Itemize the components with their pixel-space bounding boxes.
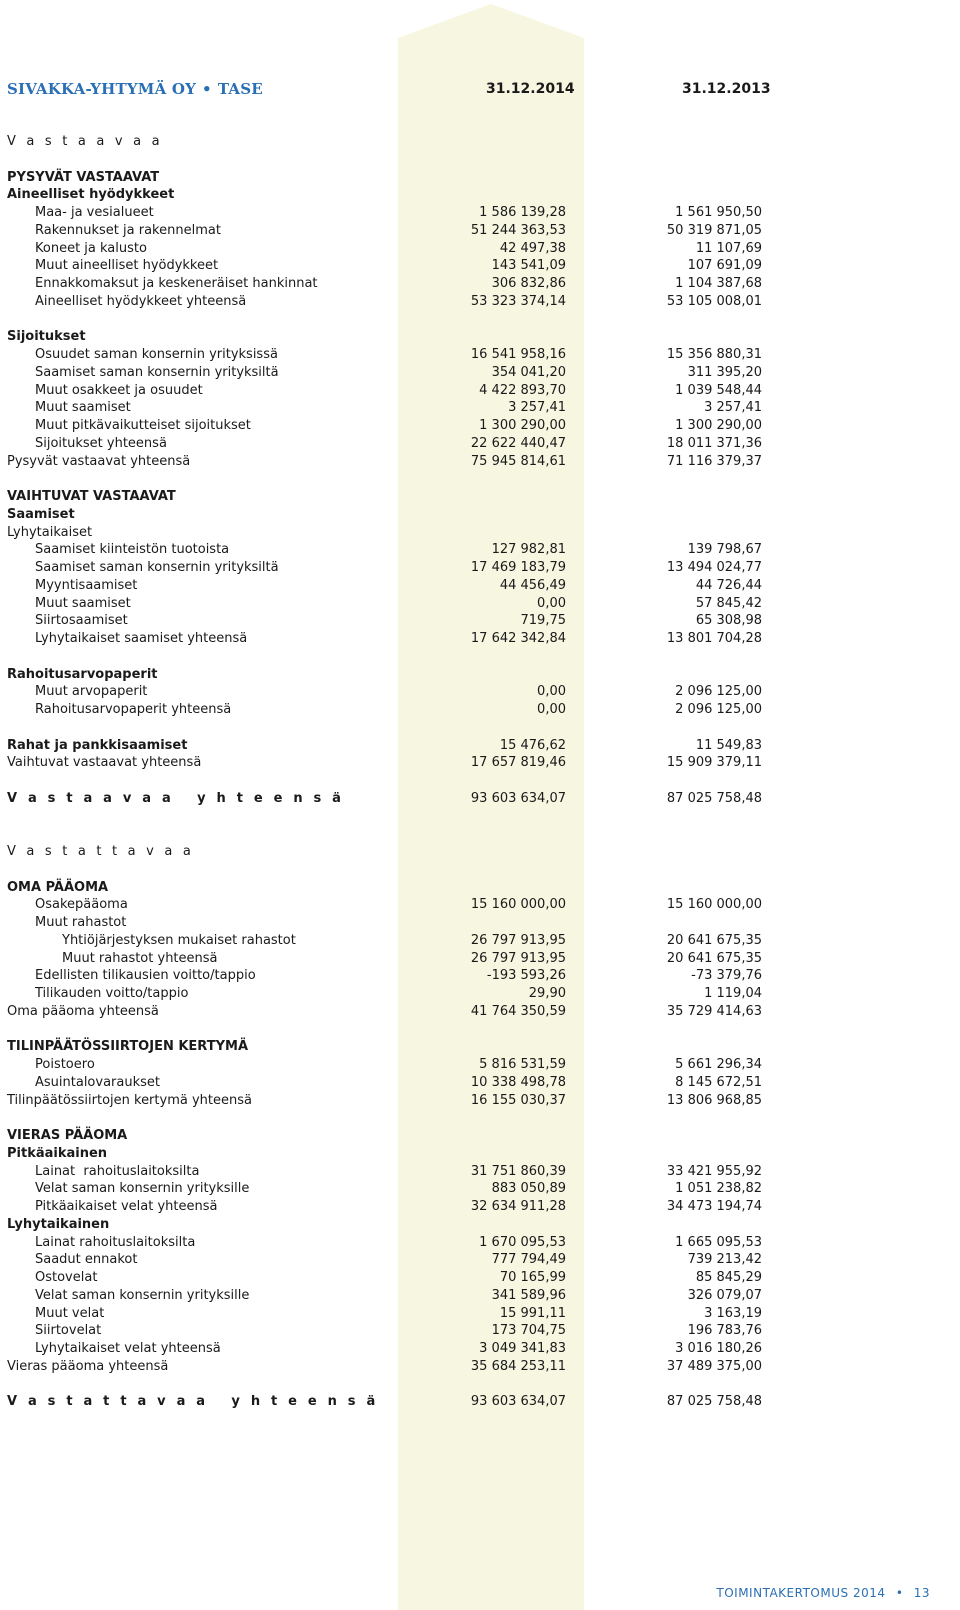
table-row [0,186,960,204]
value-2014: 3 049 341,83 [479,1341,566,1356]
value-2013: 20 641 675,35 [666,932,762,948]
value-2014: 93 603 634,07 [470,790,566,806]
table-row [0,754,960,772]
spacer-row [0,1109,960,1127]
row-label: Ennakkomaksut ja keskeneräiset hankinnat [35,276,318,291]
row-label: Saamiset saman konsernin yrityksiltä [35,560,279,575]
value-2014: 777 794,49 [491,1252,566,1268]
row-label: Saamiset saman konsernin yrityksiltä [35,364,279,380]
value-2013: 20 641 675,35 [666,950,762,966]
table-row [0,488,960,506]
value-2014: 127 982,81 [491,542,566,558]
spacer-row [0,470,960,488]
table-row [0,1305,960,1323]
row-label: Rakennukset ja rakennelmat [35,222,221,238]
table-row [0,541,960,559]
table-row [0,612,960,630]
document-type: TASE [217,80,263,98]
table-row [0,1180,960,1198]
row-label: Tilikauden voitto/tappio [35,986,189,1001]
table-row [0,169,960,187]
value-2013: 71 116 379,37 [666,453,762,469]
row-label: Pitkäaikaiset velat yhteensä [35,1199,218,1214]
value-2013: 5 661 296,34 [675,1057,762,1072]
table-row [0,701,960,719]
table-row [0,790,960,808]
spacer-row [0,719,960,737]
table-row [0,985,960,1003]
value-2013: 18 011 371,36 [666,435,762,451]
footer-report-name: TOIMINTAKERTOMUS 2014 [716,1586,886,1600]
row-label: Tilinpäätössiirtojen kertymä yhteensä [7,1092,252,1108]
table-row [0,666,960,684]
table-row [0,328,960,346]
value-2013: 1 104 387,68 [675,276,762,291]
row-label: VAIHTUVAT VASTAAVAT [7,489,176,504]
value-2013: 3 257,41 [704,400,762,416]
title-separator: • [202,80,212,98]
table-row [0,133,960,151]
table-row [0,204,960,222]
table-row [0,399,960,417]
row-label: Ostovelat [35,1270,98,1285]
table-row [0,914,960,932]
balance-sheet-header [0,78,960,102]
row-label: Edellisten tilikausien voitto/tappio [35,968,256,984]
table-row [0,843,960,861]
row-label: Koneet ja kalusto [35,240,147,256]
table-row [0,382,960,400]
value-2014: 17 642 342,84 [470,631,566,646]
table-row [0,630,960,648]
table-row [0,577,960,595]
row-label: Aineelliset hyödykkeet yhteensä [35,293,247,309]
table-row [0,364,960,382]
table-row [0,1092,960,1110]
row-label: Myyntisaamiset [35,577,138,593]
value-2014: 0,00 [537,684,566,700]
row-label: Muut rahastot [35,915,127,930]
row-label: Muut pitkävaikutteiset sijoitukset [35,418,251,433]
row-label: Osuudet saman konsernin yrityksissä [35,347,278,362]
value-2013: 33 421 955,92 [666,1163,762,1179]
table-row [0,932,960,950]
value-2013: 11 107,69 [695,240,762,256]
table-row [0,257,960,275]
value-2013: 85 845,29 [695,1270,762,1285]
table-row [0,1234,960,1252]
value-2014: 41 764 350,59 [470,1003,566,1019]
table-row [0,1198,960,1216]
table-row [0,1216,960,1234]
value-2014: 5 816 531,59 [479,1057,566,1072]
table-row [0,240,960,258]
value-2013: 65 308,98 [695,613,762,629]
value-2013: 3 163,19 [704,1305,762,1321]
value-2013: 15 160 000,00 [666,897,762,913]
value-2014: 16 155 030,37 [470,1092,566,1108]
value-2014: 44 456,49 [499,577,566,593]
row-label: Pysyvät vastaavat yhteensä [7,453,191,469]
value-2013: 13 494 024,77 [666,560,762,575]
row-label: Sijoitukset [7,329,86,345]
value-2013: 44 726,44 [695,577,762,593]
table-row [0,453,960,471]
page-number: 13 [913,1586,930,1600]
table-row [0,524,960,542]
value-2013: 311 395,20 [687,364,762,380]
value-2013: 15 909 379,11 [666,755,762,771]
value-2014: 26 797 913,95 [470,932,566,948]
table-row [0,346,960,364]
value-2014: 1 300 290,00 [479,418,566,433]
company-name: SIVAKKA-YHTYMÄ OY [7,80,197,98]
row-label: Muut saamiset [35,400,131,416]
value-2013: 1 300 290,00 [675,418,762,433]
row-label: Muut velat [35,1305,105,1321]
spacer-row [0,808,960,826]
value-2014: 173 704,75 [491,1323,566,1339]
spacer-row [0,861,960,879]
row-label: Saamiset [7,506,75,522]
row-label: Aineelliset hyödykkeet [7,187,175,203]
value-2013: 739 213,42 [687,1252,762,1268]
value-2013: 1 039 548,44 [675,382,762,398]
table-row [0,1322,960,1340]
spacer-row [0,772,960,790]
row-label: Lyhytaikainen [7,1216,110,1232]
row-label: PYSYVÄT VASTAAVAT [7,169,160,185]
value-2013: 326 079,07 [687,1287,762,1303]
value-2013: 2 096 125,00 [675,684,762,700]
table-row [0,1287,960,1305]
spacer-row [0,1376,960,1394]
row-label: Maa- ja vesialueet [35,205,154,220]
row-label: Vaihtuvat vastaavat yhteensä [7,755,202,771]
row-label: Siirtovelat [35,1323,102,1339]
value-2014: 1 586 139,28 [479,205,566,220]
value-2013: 11 549,83 [695,737,762,753]
value-2014: 3 257,41 [508,400,566,416]
row-label: Oma pääoma yhteensä [7,1003,159,1019]
table-row [0,1163,960,1181]
value-2013: 57 845,42 [695,595,762,611]
value-2013: 1 561 950,50 [675,205,762,220]
page-footer [716,1586,930,1600]
value-2014: 306 832,86 [491,276,566,291]
value-2014: 883 050,89 [491,1181,566,1197]
document-title [7,80,263,98]
value-2013: 53 105 008,01 [666,293,762,309]
row-label: Lainat rahoituslaitoksilta [35,1163,200,1179]
row-label: Lyhytaikaiset [7,524,93,540]
row-label: Rahat ja pankkisaamiset [7,737,188,753]
value-2013: 87 025 758,48 [666,790,762,806]
value-2013: 13 801 704,28 [666,631,762,646]
row-label: Muut arvopaperit [35,684,148,700]
column-date-2013: 31.12.2013 [682,81,771,97]
value-2013: 1 665 095,53 [675,1234,762,1250]
value-2014: 53 323 374,14 [470,293,566,309]
value-2014: 15 160 000,00 [470,897,566,913]
spacer-row [0,648,960,666]
value-2014: 0,00 [537,702,566,717]
value-2013: 196 783,76 [687,1323,762,1339]
table-row [0,1056,960,1074]
value-2014: 143 541,09 [491,258,566,274]
table-row [0,1145,960,1163]
row-label: Saadut ennakot [35,1252,138,1268]
row-label: V a s t a a v a a y h t e e n s ä [7,790,345,806]
table-row [0,595,960,613]
value-2013: 8 145 672,51 [675,1074,762,1090]
row-label: Velat saman konsernin yrityksille [35,1181,250,1197]
row-label: Poistoero [35,1057,95,1072]
spacer-row [0,825,960,843]
value-2013: 50 319 871,05 [666,222,762,238]
table-row [0,1074,960,1092]
row-label: Lyhytaikaiset saamiset yhteensä [35,631,248,646]
value-2014: 354 041,20 [491,364,566,380]
spacer-row [0,1021,960,1039]
row-label: Siirtosaamiset [35,613,128,629]
row-label: Rahoitusarvopaperit yhteensä [35,702,232,717]
row-label: Muut rahastot yhteensä [62,950,218,966]
value-2014: 17 469 183,79 [470,560,566,575]
row-label: Rahoitusarvopaperit [7,666,158,682]
value-2013: 2 096 125,00 [675,702,762,717]
value-2014: 16 541 958,16 [470,347,566,362]
value-2014: 35 684 253,11 [470,1358,566,1374]
table-row [0,683,960,701]
value-2013: -73 379,76 [691,968,762,984]
table-row [0,275,960,293]
table-row [0,896,960,914]
value-2013: 87 025 758,48 [666,1394,762,1410]
table-row [0,506,960,524]
row-label: Yhtiöjärjestyksen mukaiset rahastot [62,932,296,948]
row-label: Osakepääoma [35,897,128,913]
table-row [0,950,960,968]
value-2014: 15 476,62 [499,737,566,753]
table-row [0,1251,960,1269]
table-row [0,1003,960,1021]
value-2014: 0,00 [537,595,566,611]
value-2014: 42 497,38 [499,240,566,256]
value-2014: 93 603 634,07 [470,1394,566,1410]
value-2014: 26 797 913,95 [470,950,566,966]
row-label: OMA PÄÄOMA [7,879,109,895]
table-row [0,879,960,897]
table-row [0,1393,960,1411]
table-row [0,1358,960,1376]
row-label: V a s t a t t a v a a [7,844,195,859]
spacer-row [0,311,960,329]
row-label: VIERAS PÄÄOMA [7,1128,128,1143]
value-2014: 29,90 [528,986,566,1001]
value-2014: 17 657 819,46 [470,755,566,771]
value-2014: 51 244 363,53 [470,222,566,238]
table-row [0,435,960,453]
row-label: Pitkäaikainen [7,1145,108,1161]
footer-separator: • [895,1586,904,1600]
row-label: Lyhytaikaiset velat yhteensä [35,1341,221,1356]
value-2014: 4 422 893,70 [479,382,566,398]
value-2014: 31 751 860,39 [470,1163,566,1179]
table-row [0,1127,960,1145]
table-row [0,559,960,577]
value-2013: 1 119,04 [704,986,762,1001]
row-label: Sijoitukset yhteensä [35,435,167,451]
row-label: Muut aineelliset hyödykkeet [35,258,219,274]
value-2014: 32 634 911,28 [470,1199,566,1214]
value-2013: 37 489 375,00 [666,1358,762,1374]
value-2013: 34 473 194,74 [666,1199,762,1214]
value-2013: 15 356 880,31 [666,347,762,362]
table-row [0,967,960,985]
value-2014: 22 622 440,47 [470,435,566,451]
value-2014: 70 165,99 [499,1270,566,1285]
spacer-row [0,151,960,169]
row-label: TILINPÄÄTÖSSIIRTOJEN KERTYMÄ [7,1039,249,1055]
row-label: Lainat rahoituslaitoksilta [35,1234,196,1250]
value-2013: 35 729 414,63 [666,1003,762,1019]
table-row [0,417,960,435]
value-2013: 139 798,67 [687,542,762,558]
table-row [0,293,960,311]
row-label: Asuintalovaraukset [35,1074,160,1090]
row-label: Vieras pääoma yhteensä [7,1358,169,1374]
table-row [0,1269,960,1287]
row-label: V a s t a a v a a [7,134,163,149]
value-2014: 1 670 095,53 [479,1234,566,1250]
table-row [0,1038,960,1056]
row-label: Muut osakkeet ja osuudet [35,382,203,398]
value-2014: 15 991,11 [499,1305,566,1321]
row-label: Saamiset kiinteistön tuotoista [35,542,230,558]
value-2014: -193 593,26 [486,968,566,984]
value-2013: 13 806 968,85 [666,1092,762,1108]
value-2014: 75 945 814,61 [470,453,566,469]
table-row [0,737,960,755]
row-label: Velat saman konsernin yrityksille [35,1287,250,1303]
table-row [0,1340,960,1358]
value-2013: 107 691,09 [687,258,762,274]
value-2013: 1 051 238,82 [675,1181,762,1197]
table-row [0,222,960,240]
column-date-2014: 31.12.2014 [486,81,575,97]
value-2014: 10 338 498,78 [470,1074,566,1090]
row-label: Muut saamiset [35,595,131,611]
value-2013: 3 016 180,26 [675,1341,762,1356]
value-2014: 719,75 [520,613,566,629]
row-label: V a s t a t t a v a a y h t e e n s ä [7,1394,379,1410]
value-2014: 341 589,96 [491,1287,566,1303]
